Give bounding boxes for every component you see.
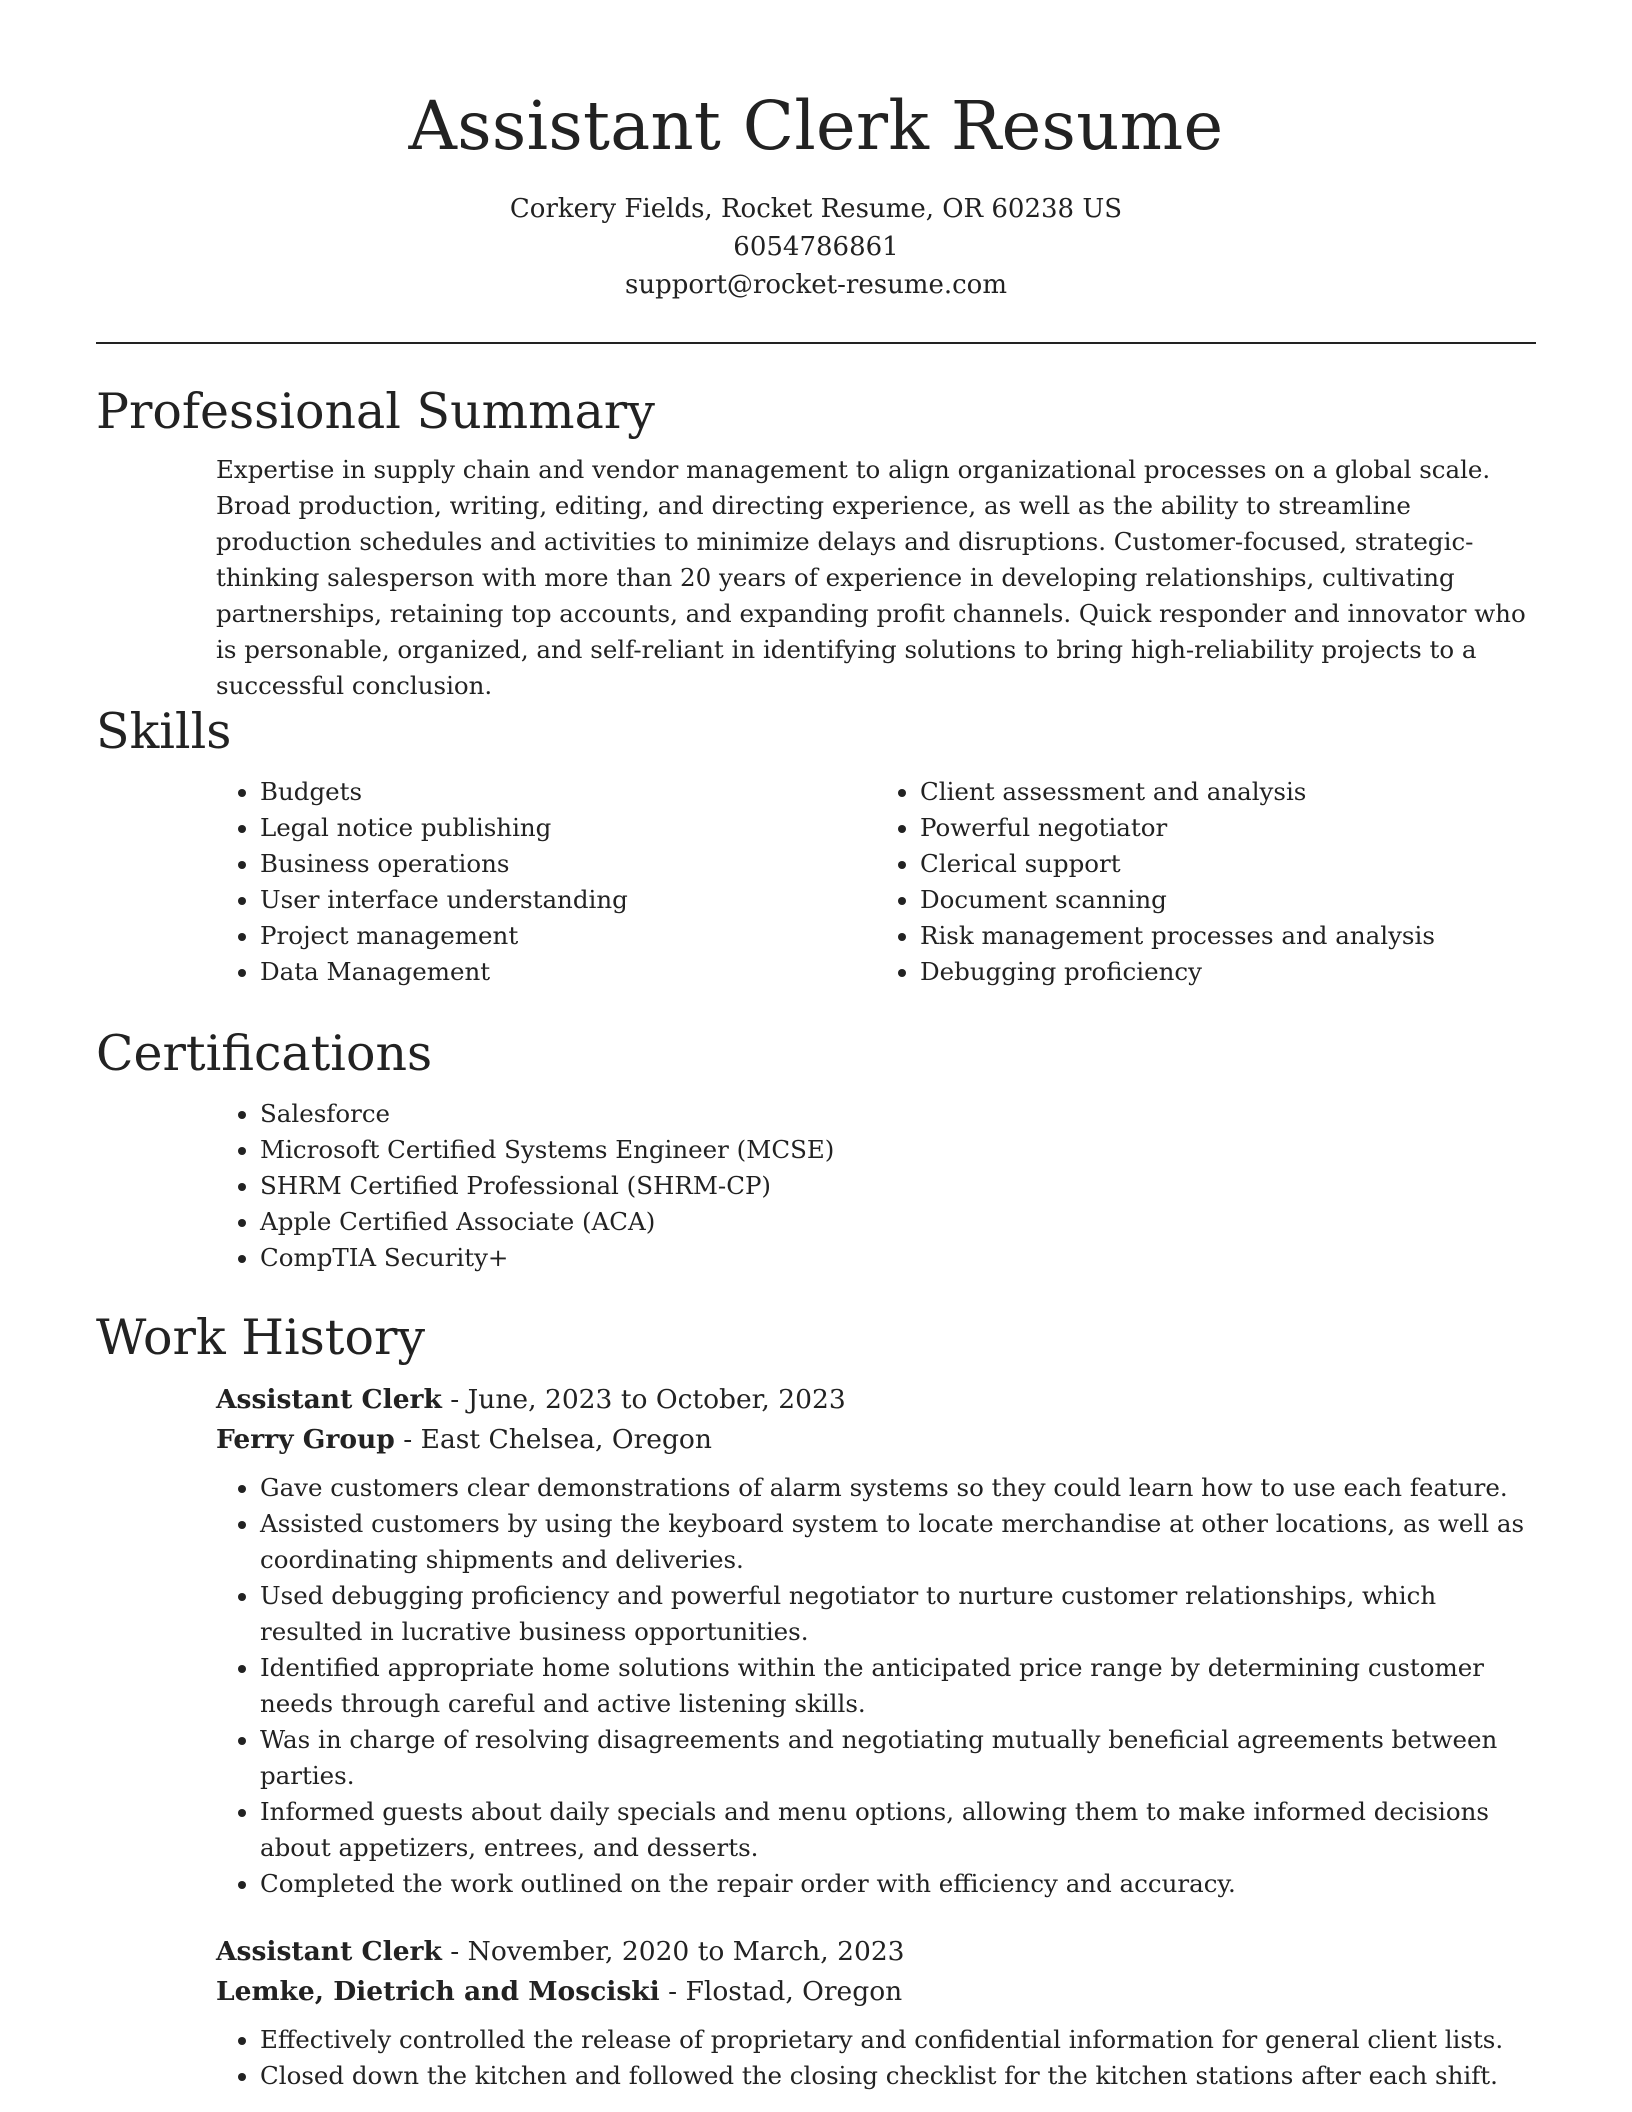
job-bullet-list — [216, 2022, 1536, 2094]
list-item: • Powerful negotiator — [920, 810, 1536, 846]
list-item: • Project management — [260, 918, 876, 954]
list-item: • Assisted customers by using the keyboard system to locate merchandise at other locations, as well as coordinating shipments and deliveries. — [260, 1506, 1536, 1578]
list-item: • Business operations — [260, 846, 876, 882]
job-company: Ferry Group — [216, 1424, 395, 1455]
job-dates: - November, 2020 to March, 2023 — [441, 1936, 905, 1967]
list-item: • CompTIA Security+ — [260, 1240, 1536, 1276]
job-title-line — [216, 1380, 1536, 1420]
list-item: • Gave customers clear demonstrations of alarm systems so they could learn how to use each feature. — [260, 1470, 1536, 1506]
page-title: Assistant Clerk Resume — [408, 87, 1224, 165]
list-item: • Microsoft Certified Systems Engineer (MCSE) — [260, 1132, 1536, 1168]
work-history-section — [96, 1308, 1536, 2094]
certifications-section — [96, 1024, 1536, 1276]
job-entry — [216, 1380, 1536, 1902]
list-item: • Document scanning — [920, 882, 1536, 918]
job-title-line — [216, 1932, 1536, 1972]
job-company-line — [216, 1420, 1536, 1460]
job-dates: - June, 2023 to October, 2023 — [441, 1384, 846, 1415]
skills-section — [96, 702, 1536, 990]
job-location: - East Chelsea, Oregon — [394, 1424, 712, 1455]
list-item: • Closed down the kitchen and followed the closing checklist for the kitchen stations after each shift. — [260, 2058, 1536, 2094]
list-item: • Salesforce — [260, 1096, 1536, 1132]
certifications-heading: Certifications — [96, 1025, 433, 1082]
header-divider — [96, 342, 1536, 344]
contact-address: Corkery Fields, Rocket Resume, OR 60238 US — [509, 194, 1123, 224]
skills-heading: Skills — [96, 703, 232, 760]
certifications-body — [216, 1096, 1536, 1276]
skills-grid — [216, 774, 1536, 990]
job-company: Lemke, Dietrich and Mosciski — [216, 1976, 660, 2007]
job-location: - Flostad, Oregon — [659, 1976, 903, 2007]
contact-phone: 6054786861 — [733, 232, 899, 262]
skills-list-left — [216, 774, 876, 990]
job-bullet-list — [216, 1470, 1536, 1902]
work-history-body — [216, 1380, 1536, 2094]
list-item: • SHRM Certified Professional (SHRM-CP) — [260, 1168, 1536, 1204]
list-item: • Apple Certified Associate (ACA) — [260, 1204, 1536, 1240]
resume-header — [0, 0, 1632, 304]
job-company-line — [216, 1972, 1536, 2012]
list-item: • Risk management processes and analysis — [920, 918, 1536, 954]
list-item: • Identified appropriate home solutions within the anticipated price range by determining customer needs through careful and active listening skills. — [260, 1650, 1536, 1722]
skills-list-right — [876, 774, 1536, 990]
certifications-list — [216, 1096, 1536, 1276]
list-item: • User interface understanding — [260, 882, 876, 918]
contact-info — [0, 190, 1632, 304]
list-item: • Legal notice publishing — [260, 810, 876, 846]
summary-section — [96, 382, 1536, 704]
contact-email: support@rocket-resume.com — [624, 270, 1007, 300]
list-item: • Debugging proficiency — [920, 954, 1536, 990]
list-item: • Data Management — [260, 954, 876, 990]
job-title: Assistant Clerk — [216, 1936, 442, 1967]
summary-body — [216, 452, 1536, 704]
job-entry — [216, 1932, 1536, 2094]
list-item: • Completed the work outlined on the repair order with efficiency and accuracy. — [260, 1866, 1536, 1902]
summary-heading: Professional Summary — [96, 383, 655, 440]
work-history-heading: Work History — [96, 1309, 426, 1366]
list-item: • Used debugging proficiency and powerful negotiator to nurture customer relationships, which resulted in lucrative business opportunities. — [260, 1578, 1536, 1650]
list-item: • Clerical support — [920, 846, 1536, 882]
list-item: • Effectively controlled the release of proprietary and confidential information for general client lists. — [260, 2022, 1536, 2058]
list-item: • Was in charge of resolving disagreements and negotiating mutually beneficial agreements between parties. — [260, 1722, 1536, 1794]
list-item: • Client assessment and analysis — [920, 774, 1536, 810]
summary-text: Expertise in supply chain and vendor management to align organizational processes on a global scale. Broad production, writing, editing, and directing experience, as well as the ability to streamline production schedules and activities to minimize delays and disruptions. Customer-focused, strategic-thinking salesperson with more than 20 years of experience in developing relationships, cultivating partnerships, retaining top accounts, and expanding profit channels. Quick responder and innovator who is personable, organized, and self-reliant in identifying solutions to bring high-reliability projects to a successful conclusion. — [216, 455, 1526, 700]
list-item: • Budgets — [260, 774, 876, 810]
list-item: • Informed guests about daily specials and menu options, allowing them to make informed decisions about appetizers, entrees, and desserts. — [260, 1794, 1536, 1866]
job-title: Assistant Clerk — [216, 1384, 442, 1415]
